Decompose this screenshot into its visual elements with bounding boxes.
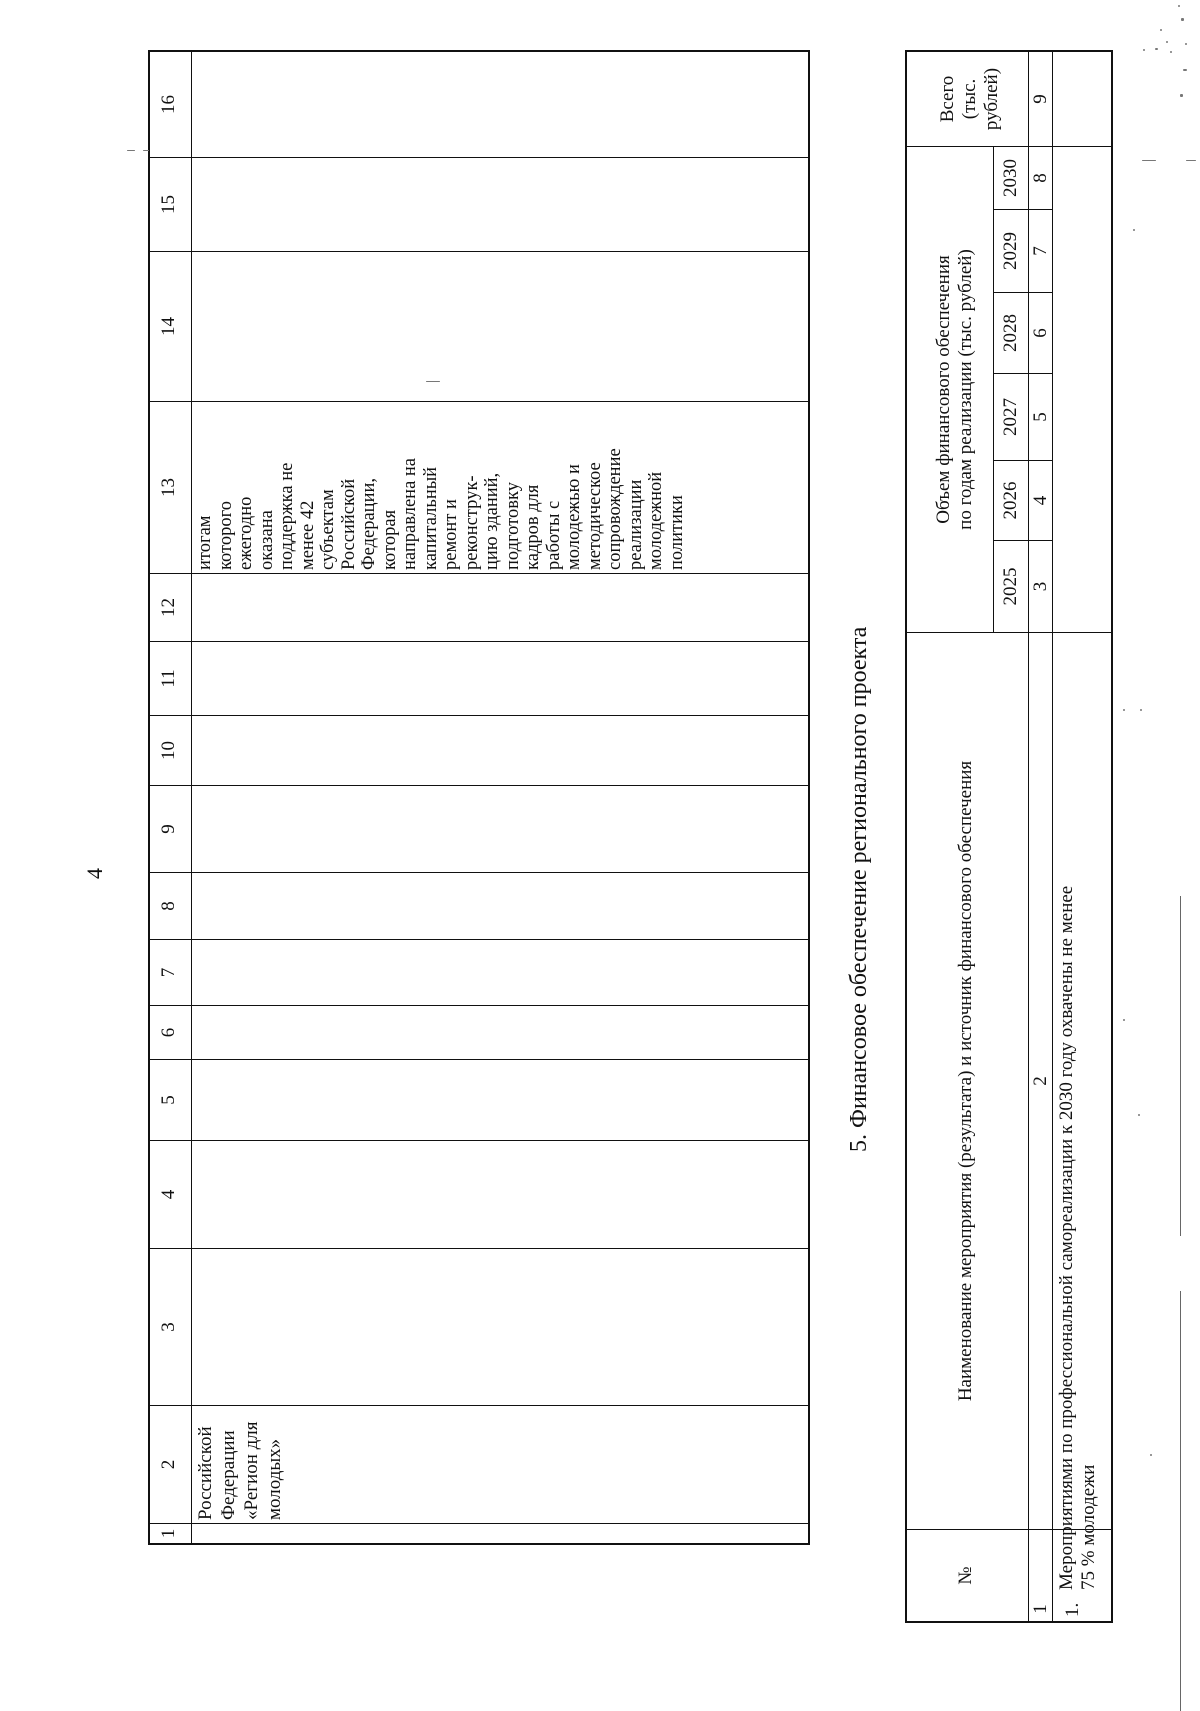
cell-region-name: Российской Федерации «Регион для молодых» — [195, 1421, 285, 1520]
column-index: 12 — [158, 598, 179, 617]
column-index: 8 — [158, 901, 179, 911]
text-line: молодежью и — [564, 464, 584, 570]
row-activity-name-line: 75 % молодежи — [1078, 1464, 1099, 1590]
index-cell: 5 — [1030, 412, 1051, 422]
text-line: которая — [379, 509, 400, 570]
header-volume-line: Объем финансового обеспечения — [933, 255, 954, 524]
header-total-line: Всего — [937, 75, 958, 123]
header-year: 2026 — [1000, 481, 1021, 520]
column-index: 5 — [158, 1095, 179, 1105]
column-index: 3 — [158, 1322, 179, 1332]
column-index: 15 — [158, 195, 179, 214]
column-index: 16 — [158, 95, 179, 114]
index-cell: 6 — [1030, 328, 1051, 338]
index-cell: 2 — [1030, 1076, 1051, 1086]
column-index: 14 — [158, 317, 179, 336]
text-line: кадров для — [523, 484, 543, 570]
row-activity-name-line: Мероприятиями по профессиональной самореализации к 2030 году охвачены не менее — [1056, 885, 1077, 1590]
text-line: работы с — [543, 500, 564, 570]
header-total-line: (тыс. — [959, 78, 980, 120]
text-line: направлена на — [400, 457, 420, 570]
row-number: 1. — [1062, 1602, 1083, 1617]
column-index: 6 — [158, 1027, 179, 1038]
index-cell: 7 — [1030, 246, 1051, 256]
page-number: 4 — [82, 868, 107, 879]
header-activity-name: Наименование мероприятия (результата) и источник финансового обеспечения — [955, 760, 976, 1402]
text-line: менее 42 — [297, 500, 318, 570]
column-index: 11 — [158, 669, 179, 688]
index-cell: 8 — [1030, 173, 1051, 183]
index-cell: 9 — [1030, 94, 1051, 104]
header-number: № — [955, 1566, 976, 1585]
text-line: Российской — [338, 478, 359, 570]
header-total-line: рублей) — [981, 67, 1002, 131]
edge-rule — [1180, 896, 1181, 1236]
header-total — [937, 52, 1003, 146]
text-line: молодежной — [646, 471, 666, 570]
header-year: 2025 — [1000, 567, 1021, 606]
text-line: которого — [215, 500, 236, 570]
column-index: 2 — [158, 1459, 179, 1470]
column-index: 10 — [158, 741, 179, 760]
text-line: политики — [666, 495, 687, 570]
header-year: 2028 — [1000, 314, 1021, 352]
text-line: реконструк- — [461, 475, 482, 570]
column-index: 1 — [158, 1528, 179, 1539]
text-line: Федерации, — [359, 478, 379, 570]
text-line: оказана — [256, 510, 277, 570]
index-cell: 1 — [1030, 1604, 1051, 1614]
text-line: поддержка не — [277, 462, 297, 570]
header-year: 2027 — [1000, 398, 1021, 436]
text-line: ежегодно — [236, 496, 256, 570]
header-volume-line: по годам реализации (тыс. рублей) — [955, 249, 976, 530]
section-title: 5. Финансовое обеспечение регионального проекта — [846, 626, 872, 1152]
cell-result-description — [195, 402, 687, 570]
header-volume — [933, 147, 977, 632]
header-year: 2029 — [1000, 232, 1021, 270]
column-index: 13 — [158, 478, 179, 497]
edge-rule — [1180, 1291, 1181, 1711]
text-line: реализации — [625, 479, 646, 570]
index-cell: 4 — [1030, 495, 1051, 506]
header-year: 2030 — [1000, 159, 1021, 197]
row-activity-name — [1056, 630, 1100, 1590]
text-line: методическое — [584, 462, 605, 570]
text-line: капитальный — [420, 466, 441, 570]
column-index: 9 — [158, 824, 179, 834]
text-line: субъектам — [318, 489, 338, 570]
text-line: ремонт и — [441, 499, 461, 570]
text-line: сопровождение — [605, 448, 625, 570]
column-index: 4 — [158, 1189, 179, 1200]
column-index: 7 — [158, 967, 179, 978]
text-line: итогам — [195, 515, 215, 570]
text-line: подготовку — [502, 482, 523, 570]
text-line: цию зданий, — [482, 472, 502, 570]
index-cell: 3 — [1030, 581, 1051, 592]
